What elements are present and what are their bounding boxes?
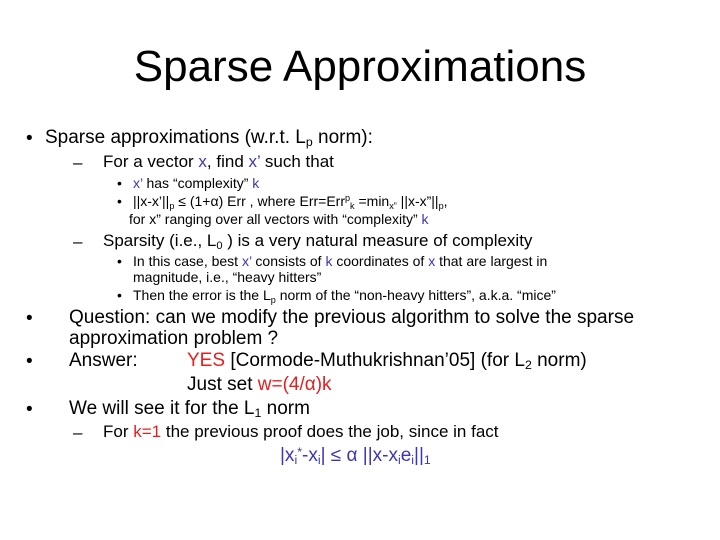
bullet-dot: • [26, 351, 33, 372]
bullet-dot: • [117, 253, 122, 269]
sub-bullet-vector: For a vector x, find x’ such that [103, 152, 334, 171]
dash-marker: – [73, 423, 83, 442]
sub-bullet-sparsity: Sparsity (i.e., $L_0$ ) is a very natural measure of complexity [103, 231, 533, 252]
item-complexity: x’ has “complexity” k [133, 175, 260, 191]
bullet-dot: • [26, 308, 33, 329]
bullet-dot: • [117, 175, 122, 191]
bullet-question-cont: approximation problem ? [69, 328, 279, 349]
bullet-dot: • [26, 128, 33, 149]
item-heavy-hitters: In this case, best x’ consists of k coordinates of x that are largest in [133, 253, 548, 269]
bullet-dot: • [117, 287, 122, 303]
answer-just-set: Just set w=(4/α)k [187, 374, 332, 395]
bullet-l1-norm: We will see it for the $L_1$ norm [69, 398, 310, 420]
item-error-bound: $||x-x’||_p \le (1+\alpha)$ Err , where $Err=Err^p_k =\min_{x”}$ $||x-x”||_p$, [133, 193, 448, 211]
item-error-bound-cont: for x” ranging over all vectors with “complexity” k [129, 211, 429, 227]
bullet-dot: • [117, 193, 122, 209]
dash-marker: – [73, 232, 83, 251]
item-heavy-hitters-cont: magnitude, i.e., “heavy hitters” [133, 269, 322, 285]
item-mice: Then the error is the $L_p$ norm of the “non-heavy hitters”, a.k.a. “mice” [133, 287, 556, 305]
dash-marker: – [73, 153, 83, 172]
bullet-answer-label: Answer: [69, 350, 138, 371]
slide-title: Sparse Approximations [133, 42, 587, 91]
bullet-answer: YES [Cormode-Muthukrishnan’05] (for $L_2$ norm) [187, 350, 587, 372]
bullet-sparse-approximations: Sparse approximations (w.r.t. $L_p$ norm): [45, 127, 373, 149]
formula-bound: $|x_i^*-x_i| \le \alpha$ $||x-x_ie_i||_1$ [280, 445, 431, 467]
sub-bullet-k1: For k=1 the previous proof does the job, since in fact [103, 422, 499, 441]
bullet-dot: • [26, 399, 33, 420]
bullet-question: Question: can we modify the previous algorithm to solve the sparse [69, 307, 635, 328]
